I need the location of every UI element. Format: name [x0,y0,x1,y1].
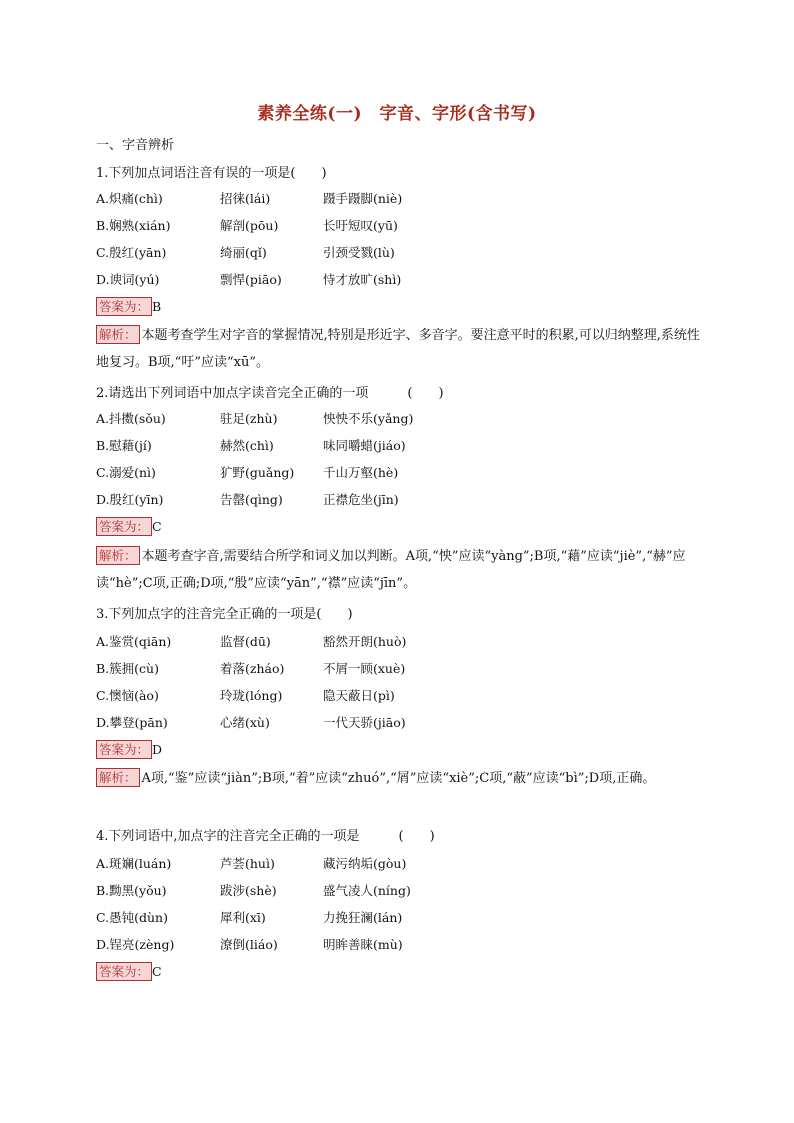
option-word: 不屑一顾(xuè) [323,661,406,676]
answer-line [96,517,162,536]
option-word: C.愚钝(dùn) [96,910,168,925]
option-word: 监督(dū) [220,634,271,649]
option-word: 藏污纳垢(gòu) [323,856,407,871]
analysis-text: A项,“鉴”应读“jiàn”;B项,“着”应读“zhuó”,“屑”应读“xiè”;C项,“蔽”应读“bì”;D项,正确。 [141,771,656,786]
option-word: 着落(zháo) [220,661,285,676]
answer-value: D [152,742,163,757]
option-word: 犷野(guǎng) [220,465,295,480]
answer-value: C [152,519,162,534]
option-word: C.懊恼(ào) [96,688,159,703]
option-word: 赫然(chì) [220,438,274,453]
question-stem: 3.下列加点字的注音完全正确的一项是( ) [96,607,353,622]
answer-label: 答案为： [96,517,152,536]
answer-line [96,740,162,759]
option-word: 一代天骄(jiāo) [323,715,406,730]
analysis-text: 本题考查学生对字音的掌握情况,特别是形近字、多音字。要注意平时的积累,可以归纳整理,系统性地复习。B项,“吁”应读“xū”。 [96,328,700,370]
analysis-block [96,322,700,376]
answer-value: B [152,299,162,314]
analysis-label: 解析： [96,546,140,565]
option-word: 心绪(xù) [220,715,270,730]
option-word: 告罄(qìng) [220,492,283,507]
option-word: 解剖(pōu) [220,218,279,233]
option-word: B.簇拥(cù) [96,661,159,676]
option-word: B.慰藉(jí) [96,438,152,453]
option-word: C.溺爱(nì) [96,465,156,480]
analysis-label: 解析： [96,325,140,344]
option-word: 剽悍(piāo) [220,272,282,287]
option-word: 绮丽(qǐ) [220,245,267,260]
question-stem: 2.请选出下列词语中加点字读音完全正确的一项 ( ) [96,386,444,401]
option-word: 恃才放旷(shì) [323,272,402,287]
option-word: C.殷红(yān) [96,245,167,260]
option-word: D.锃亮(zèng) [96,937,175,952]
section-heading: 一、字音辨析 [96,138,175,153]
option-word: 长吁短叹(yū) [323,218,398,233]
option-word: 豁然开朗(huò) [323,634,407,649]
option-word: 千山万壑(hè) [323,465,399,480]
option-word: 芦荟(huì) [220,856,275,871]
option-word: B.黝黑(yǒu) [96,883,167,898]
option-word: A.抖擞(sǒu) [96,411,166,426]
answer-label: 答案为： [96,740,152,759]
answer-label: 答案为： [96,962,152,981]
answer-label: 答案为： [96,297,152,316]
analysis-block [96,543,700,597]
option-word: 跋涉(shè) [220,883,277,898]
option-word: 盛气凌人(níng) [323,883,411,898]
answer-line [96,962,162,981]
option-word: A.炽痛(chì) [96,191,163,206]
option-word: 潦倒(liáo) [220,937,278,952]
option-word: 招徕(lái) [220,191,271,206]
option-word: 引颈受戮(lù) [323,245,395,260]
option-word: 玲珑(lóng) [220,688,283,703]
option-word: 怏怏不乐(yǎng) [323,411,414,426]
option-word: 力挽狂澜(lán) [323,910,403,925]
option-word: B.娴熟(xián) [96,218,171,233]
option-word: D.攀登(pān) [96,715,168,730]
option-word: 正襟危坐(jīn) [323,492,399,507]
answer-line [96,297,161,316]
option-word: 味同嚼蜡(jiáo) [323,438,406,453]
question-stem: 4.下列词语中,加点字的注音完全正确的一项是 ( ) [96,829,435,844]
analysis-text: 本题考查字音,需要结合所学和词义加以判断。A项,“怏”应读“yàng”;B项,“藉”应读“jiè”,“赫”应读“hè”;C项,正确;D项,“殷”应读“yān”,“襟”应读“jīn”。 [96,549,686,591]
option-word: 明眸善睐(mù) [323,937,403,952]
option-word: 隐天蔽日(pì) [323,688,395,703]
option-word: D.谀词(yú) [96,272,160,287]
question-stem: 1.下列加点词语注音有误的一项是( ) [96,166,327,181]
page-title: 素养全练(一) 字音、字形(含书写) [257,104,537,124]
analysis-block [96,765,700,792]
option-word: A.鉴赏(qiān) [96,634,172,649]
option-word: 犀利(xī) [220,910,266,925]
option-word: 蹑手蹑脚(niè) [323,191,403,206]
option-word: 驻足(zhù) [220,411,278,426]
option-word: A.斑斓(luán) [96,856,172,871]
option-word: D.殷红(yīn) [96,492,164,507]
analysis-label: 解析： [96,768,140,787]
answer-value: C [152,964,162,979]
